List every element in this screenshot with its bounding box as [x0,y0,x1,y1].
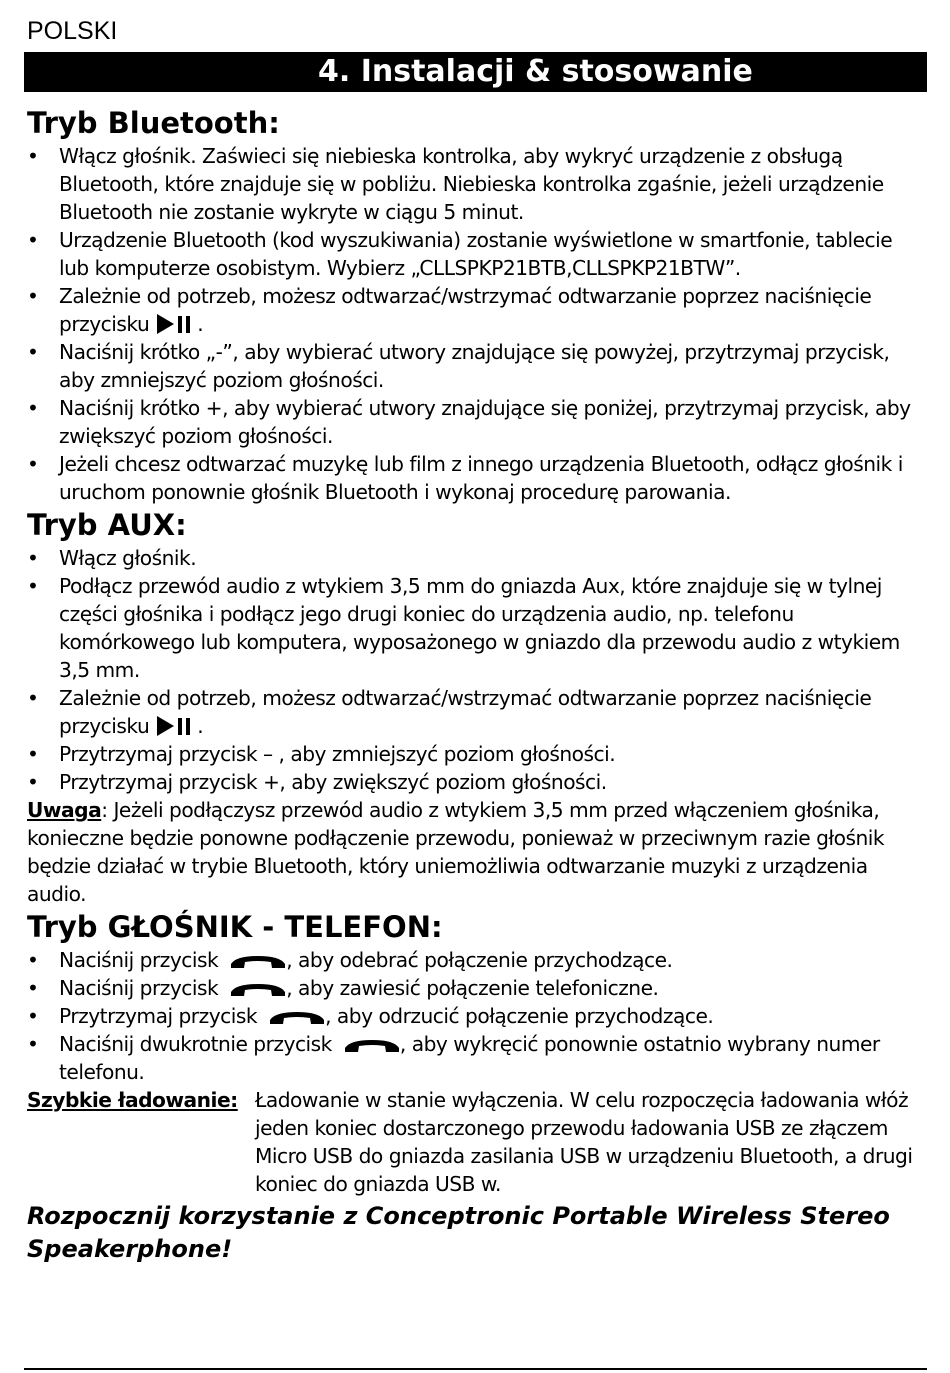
aux-heading: Tryb AUX: [27,508,187,542]
list-item [27,684,927,740]
list-item [27,282,927,338]
note-colon: : [101,798,108,822]
footer-divider [24,1368,927,1370]
item-text: , aby wykręcić ponownie ostatnio wybrany numer telefonu. [59,1032,880,1084]
note-label: Uwaga [27,798,102,822]
play-pause-icon [155,715,195,737]
list-item: • Przytrzymaj przycisk – , aby zmniejszyć poziom głośności. [27,740,927,768]
item-text: Zależnie od potrzeb, możesz odtwarzać/wstrzymać odtwarzanie poprzez naciśnięcie przycisku [59,686,872,738]
manual-content [27,104,927,1266]
section-title-banner: 4. Instalacji & stosowanie [24,52,927,92]
phone-handset-icon [230,948,286,962]
phone-heading: Tryb GŁOŚNIK - TELEFON: [27,910,443,944]
phone-handset-icon [230,976,286,990]
list-item: • Przytrzymaj przycisk +, aby zwiększyć poziom głośności. [27,768,927,796]
list-item: • Urządzenie Bluetooth (kod wyszukiwania) zostanie wyświetlone w smartfonie, tablecie lub komputerze osobistym. Wybierz „CLLSPKP21BTB,CLLSPKP21BTW”. [27,226,927,282]
note-text: Jeżeli podłączysz przewód audio z wtykiem 3,5 mm przed włączeniem głośnika, konieczne będzie ponowne podłączenie przewodu, ponieważ w przeciwnym razie głośnik będzie działać w trybie Bluetooth, który uniemożliwia odtwarzanie muzyki z urządzenia audio. [27,798,885,906]
aux-list [27,544,927,796]
list-item: • Włącz głośnik. Zaświeci się niebieska kontrolka, aby wykryć urządzenie z obsługą Bluetooth, które znajduje się w pobliżu. Niebieska kontrolka zgaśnie, jeżeli urządzenie Bluetooth nie zostanie wykryte w ciągu 5 minut. [27,142,927,226]
fast-charge-text: Ładowanie w stanie wyłączenia. W celu rozpoczęcia ładowania włóż jeden koniec dostarczonego przewodu ładowania USB ze złączem Micro USB do gniazda zasilania USB w urządzeniu Bluetooth, a drugi koniec do gniazda USB w. [255,1088,913,1196]
list-item: • Jeżeli chcesz odtwarzać muzykę lub film z innego urządzenia Bluetooth, odłącz głośnik i uruchom ponownie głośnik Bluetooth i wykonaj procedurę parowania. [27,450,927,506]
bluetooth-heading: Tryb Bluetooth: [27,106,280,140]
list-item [27,974,927,1002]
language-label: POLSKI [27,17,118,45]
item-text: Przytrzymaj przycisk [59,1004,258,1028]
note-paragraph [27,796,927,908]
item-text: Naciśnij przycisk [59,976,219,1000]
item-text: , aby odebrać połączenie przychodzące. [286,948,673,972]
fast-charge-section [27,1086,927,1198]
item-text: Naciśnij dwukrotnie przycisk [59,1032,332,1056]
closing-line: Rozpocznij korzystanie z Conceptronic Portable Wireless Stereo Speakerphone! [27,1202,890,1263]
list-item [27,1030,927,1086]
bluetooth-list [27,142,927,506]
list-item [27,1002,927,1030]
fast-charge-label: Szybkie ładowanie: [27,1088,238,1112]
item-text: . [197,714,204,738]
list-item: • Naciśnij krótko „-”, aby wybierać utwory znajdujące się powyżej, przytrzymaj przycisk, aby zmniejszyć poziom głośności. [27,338,927,394]
play-pause-icon [155,313,195,335]
item-text: , aby zawiesić połączenie telefoniczne. [286,976,659,1000]
phone-handset-icon [269,1004,325,1018]
item-text: , aby odrzucić połączenie przychodzące. [325,1004,714,1028]
list-item [27,946,927,974]
phone-list [27,946,927,1086]
list-item: • Włącz głośnik. [27,544,927,572]
item-text: Zależnie od potrzeb, możesz odtwarzać/wstrzymać odtwarzanie poprzez naciśnięcie przycisku [59,284,872,336]
list-item: • Podłącz przewód audio z wtykiem 3,5 mm do gniazda Aux, które znajduje się w tylnej części głośnika i podłącz jego drugi koniec do urządzenia audio, np. telefonu komórkowego lub komputera, wyposażonego w gniazdo dla przewodu audio z wtykiem 3,5 mm. [27,572,927,684]
item-text: . [197,312,204,336]
item-text: Naciśnij przycisk [59,948,219,972]
list-item: • Naciśnij krótko +, aby wybierać utwory znajdujące się poniżej, przytrzymaj przycisk, aby zwiększyć poziom głośności. [27,394,927,450]
phone-handset-icon [344,1032,400,1046]
